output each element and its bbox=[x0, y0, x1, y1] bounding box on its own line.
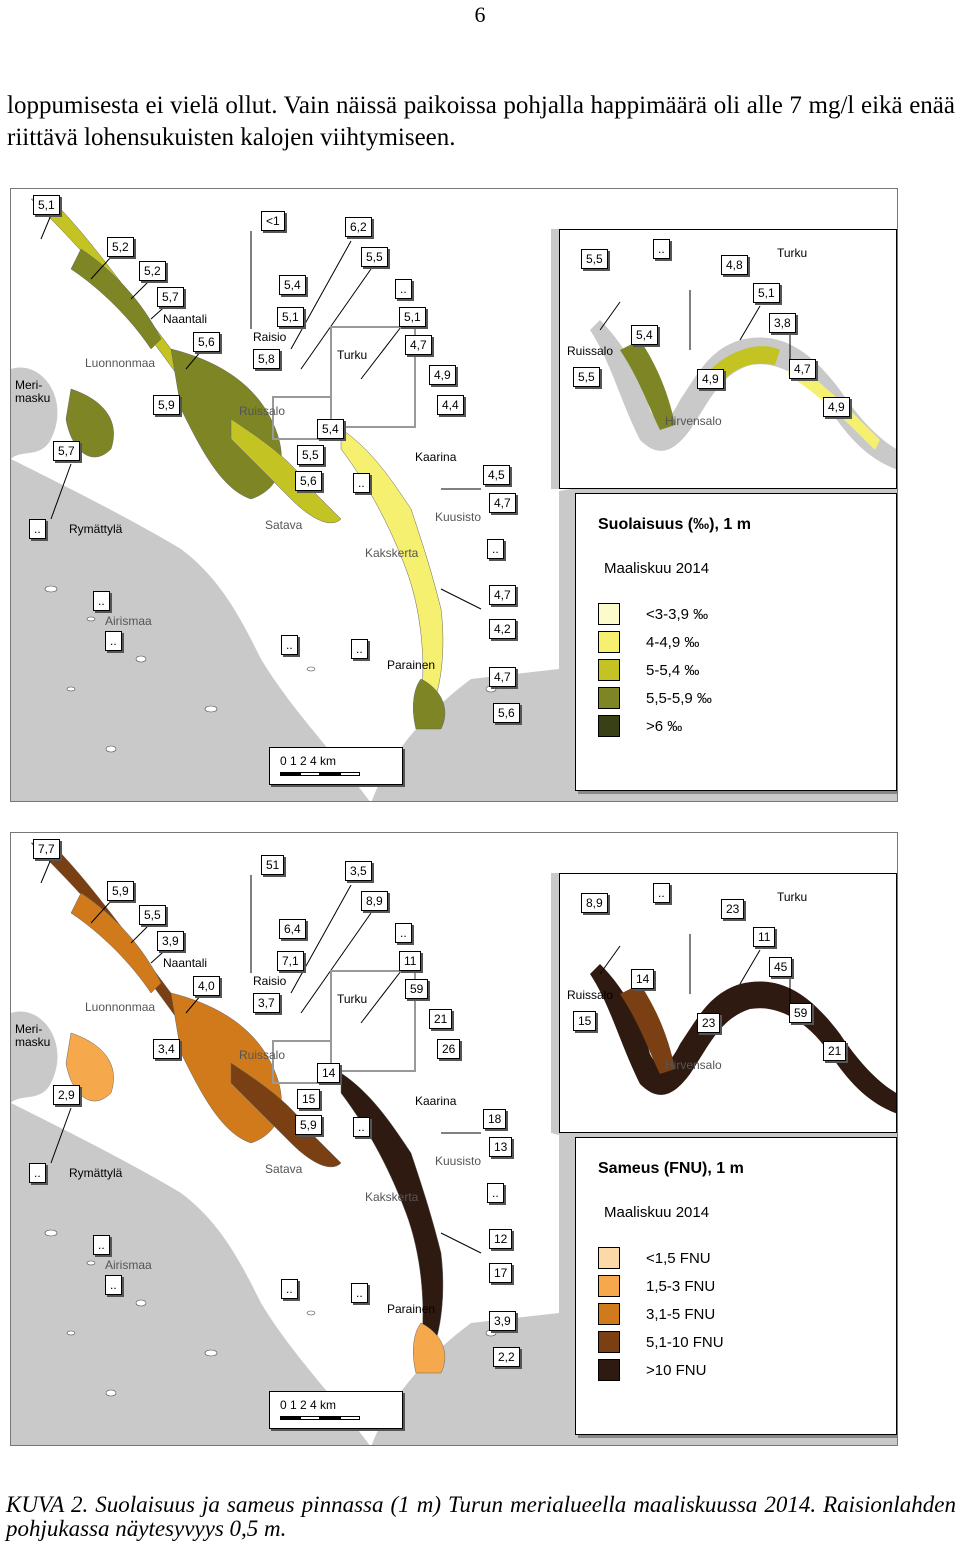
value-label: 3,4 bbox=[153, 1039, 180, 1059]
place-turku: Turku bbox=[337, 348, 368, 362]
legend-item bbox=[598, 1272, 724, 1300]
inset-value-label: 4,9 bbox=[697, 369, 724, 389]
value-label: 14 bbox=[317, 1063, 340, 1083]
legend-label: <1,5 FNU bbox=[646, 1249, 711, 1267]
place-naantali: Naantali bbox=[163, 312, 208, 326]
salinity-legend bbox=[575, 493, 897, 791]
value-label: 4,2 bbox=[489, 619, 516, 639]
value-label: .. bbox=[29, 1163, 46, 1183]
legend-items bbox=[598, 1244, 724, 1384]
inset-value-label: 4,7 bbox=[789, 359, 816, 379]
value-label: 3,9 bbox=[489, 1311, 516, 1331]
legend-label: 5-5,4 ‰ bbox=[646, 661, 700, 679]
legend-item bbox=[598, 712, 712, 740]
value-label: 5,1 bbox=[33, 195, 60, 215]
inset-value-label: 11 bbox=[753, 927, 775, 947]
value-label: 6,4 bbox=[279, 919, 306, 939]
inset-value-label: 8,9 bbox=[581, 893, 608, 913]
value-label: 5,6 bbox=[493, 703, 520, 723]
value-label: 5,5 bbox=[297, 445, 324, 465]
inset-value-label: 21 bbox=[823, 1041, 846, 1061]
inset-value-label: 59 bbox=[789, 1003, 812, 1023]
inset-value-label: 4,8 bbox=[721, 255, 748, 275]
place-kakskerta: Kakskerta bbox=[365, 546, 419, 560]
place-hirvensalo: Hirvensalo bbox=[665, 414, 722, 428]
place-naantali: Naantali bbox=[163, 956, 208, 970]
place-airismaa: Airismaa bbox=[105, 614, 152, 628]
inset-value-label: 5,1 bbox=[753, 283, 780, 303]
place-kaarina: Kaarina bbox=[415, 450, 457, 464]
value-label: 2,9 bbox=[53, 1085, 80, 1105]
legend-item bbox=[598, 656, 712, 684]
legend-label: 5,5-5,9 ‰ bbox=[646, 689, 712, 707]
value-label: .. bbox=[93, 591, 110, 611]
value-label: 5,9 bbox=[107, 881, 134, 901]
legend-swatch bbox=[598, 1303, 620, 1325]
scale-bar-text: 0 1 2 4 km bbox=[280, 1398, 337, 1412]
value-label: .. bbox=[395, 923, 412, 943]
place-luonnonmaa: Luonnonmaa bbox=[85, 356, 156, 370]
value-label: 5,1 bbox=[277, 307, 304, 327]
value-label: 7,1 bbox=[277, 951, 304, 971]
value-label: 2,2 bbox=[493, 1347, 520, 1367]
legend-item bbox=[598, 1328, 724, 1356]
legend-label: >6 ‰ bbox=[646, 717, 683, 735]
inset-value-label: 5,5 bbox=[581, 249, 608, 269]
value-label: 5,4 bbox=[317, 419, 344, 439]
inset-value-label: 3,8 bbox=[769, 313, 796, 333]
value-label: .. bbox=[93, 1235, 110, 1255]
place-ruissalo-inset: Ruissalo bbox=[567, 988, 614, 1002]
value-label: 5,6 bbox=[193, 332, 220, 352]
legend-subtitle: Maaliskuu 2014 bbox=[604, 1204, 710, 1221]
legend-label: >10 FNU bbox=[646, 1361, 707, 1379]
inset-value-label: 15 bbox=[573, 1011, 596, 1031]
place-hirvensalo: Hirvensalo bbox=[665, 1058, 722, 1072]
legend-item bbox=[598, 628, 712, 656]
value-label: 13 bbox=[489, 1137, 512, 1157]
inset-value-label: 23 bbox=[721, 899, 744, 919]
place-airismaa: Airismaa bbox=[105, 1258, 152, 1272]
value-label: 18 bbox=[483, 1109, 506, 1129]
value-label: 5,9 bbox=[295, 1115, 322, 1135]
value-label: .. bbox=[281, 635, 298, 655]
place-merimasku: Meri- masku bbox=[15, 1022, 51, 1049]
place-ruissalo-inset: Ruissalo bbox=[567, 344, 614, 358]
legend-label: 5,1-10 FNU bbox=[646, 1333, 724, 1351]
place-ruissalo: Ruissalo bbox=[239, 1048, 286, 1062]
scale-bar-text: 0 1 2 4 km bbox=[280, 754, 337, 768]
salinity-map bbox=[10, 188, 898, 802]
value-label: 5,6 bbox=[295, 471, 322, 491]
value-label: .. bbox=[353, 473, 370, 493]
legend-label: 4-4,9 ‰ bbox=[646, 633, 700, 651]
scale-bar bbox=[269, 1391, 403, 1429]
legend-item bbox=[598, 1356, 724, 1384]
place-raisio: Raisio bbox=[253, 974, 287, 988]
value-label: 4,5 bbox=[483, 465, 510, 485]
value-label: .. bbox=[105, 631, 122, 651]
inset-value-label: 45 bbox=[769, 957, 792, 977]
legend-title: Sameus (FNU), 1 m bbox=[598, 1160, 744, 1177]
value-label: 5,4 bbox=[279, 275, 306, 295]
legend-swatch bbox=[598, 659, 620, 681]
scale-bar bbox=[269, 747, 403, 785]
value-label: .. bbox=[487, 539, 504, 559]
value-label: 4,7 bbox=[489, 667, 516, 687]
legend-swatch bbox=[598, 1331, 620, 1353]
legend-label: 1,5-3 FNU bbox=[646, 1277, 716, 1295]
place-kuusisto: Kuusisto bbox=[435, 510, 482, 524]
place-kuusisto: Kuusisto bbox=[435, 1154, 482, 1168]
place-satava: Satava bbox=[265, 1162, 303, 1176]
inset-value-label: 23 bbox=[697, 1013, 720, 1033]
legend-swatch bbox=[598, 1275, 620, 1297]
value-label: 8,9 bbox=[361, 891, 388, 911]
legend-swatch bbox=[598, 687, 620, 709]
value-label: 3,7 bbox=[253, 993, 280, 1013]
inset-value-label: .. bbox=[653, 883, 670, 903]
value-label: .. bbox=[281, 1279, 298, 1299]
place-turku-inset: Turku bbox=[777, 246, 808, 260]
value-label: 4,7 bbox=[489, 585, 516, 605]
value-label: 5,5 bbox=[361, 247, 388, 267]
legend-item bbox=[598, 600, 712, 628]
legend-item bbox=[598, 1244, 724, 1272]
value-label: .. bbox=[353, 1117, 370, 1137]
legend-title: Suolaisuus (‰), 1 m bbox=[598, 516, 751, 533]
intro-paragraph: loppumisesta ei vielä ollut. Vain näissä paikoissa pohjalla happimäärä oli alle 7 mg/l eikä enää riittävä lohensukuisten kalojen viihtymiseen. bbox=[7, 92, 955, 151]
legend-item bbox=[598, 1300, 724, 1328]
value-label: .. bbox=[351, 1283, 368, 1303]
value-label: 59 bbox=[405, 979, 428, 999]
place-parainen: Parainen bbox=[387, 1302, 436, 1316]
place-merimasku: Meri- masku bbox=[15, 378, 51, 405]
value-label: 4,4 bbox=[437, 395, 464, 415]
value-label: 6,2 bbox=[345, 217, 372, 237]
value-label: 3,5 bbox=[345, 861, 372, 881]
value-label: 11 bbox=[399, 951, 421, 971]
value-label: .. bbox=[487, 1183, 504, 1203]
value-label: 5,9 bbox=[153, 395, 180, 415]
value-label: 7,7 bbox=[33, 839, 60, 859]
inset-value-label: 5,4 bbox=[631, 325, 658, 345]
place-rymattyla: Rymättylä bbox=[69, 522, 123, 536]
place-parainen: Parainen bbox=[387, 658, 436, 672]
legend-label: <3-3,9 ‰ bbox=[646, 605, 709, 623]
value-label: 5,2 bbox=[139, 261, 166, 281]
value-label: 5,7 bbox=[53, 441, 80, 461]
figure-caption: KUVA 2. Suolaisuus ja sameus pinnassa (1 m) Turun merialueella maaliskuussa 2014. Raisionlahden pohjukassa näytesyvyys 0,5 m. bbox=[6, 1492, 956, 1541]
legend-swatch bbox=[598, 631, 620, 653]
inset-value-label: 5,5 bbox=[573, 367, 600, 387]
place-satava: Satava bbox=[265, 518, 303, 532]
legend-items bbox=[598, 600, 712, 740]
page-number: 6 bbox=[474, 2, 486, 27]
value-label: 21 bbox=[429, 1009, 452, 1029]
value-label: 17 bbox=[489, 1263, 512, 1283]
legend-swatch bbox=[598, 1247, 620, 1269]
turbidity-map bbox=[10, 832, 898, 1446]
place-luonnonmaa: Luonnonmaa bbox=[85, 1000, 156, 1014]
place-turku: Turku bbox=[337, 992, 368, 1006]
value-label: 4,7 bbox=[489, 493, 516, 513]
value-label: 5,5 bbox=[139, 905, 166, 925]
value-label: .. bbox=[105, 1275, 122, 1295]
value-label: 12 bbox=[489, 1229, 512, 1249]
place-rymattyla: Rymättylä bbox=[69, 1166, 123, 1180]
value-label: 15 bbox=[297, 1089, 320, 1109]
place-kakskerta: Kakskerta bbox=[365, 1190, 419, 1204]
place-ruissalo: Ruissalo bbox=[239, 404, 286, 418]
turbidity-legend bbox=[575, 1137, 897, 1435]
legend-label: 3,1-5 FNU bbox=[646, 1305, 716, 1323]
value-label: 4,9 bbox=[429, 365, 456, 385]
value-label: 26 bbox=[437, 1039, 460, 1059]
value-label: 5,8 bbox=[253, 349, 280, 369]
place-raisio: Raisio bbox=[253, 330, 287, 344]
value-label: 5,1 bbox=[399, 307, 426, 327]
value-label: 51 bbox=[261, 855, 284, 875]
inset-value-label: 4,9 bbox=[823, 397, 850, 417]
legend-swatch bbox=[598, 1359, 620, 1381]
inset-value-label: .. bbox=[653, 239, 670, 259]
value-label: 4,7 bbox=[405, 335, 432, 355]
value-label: .. bbox=[395, 279, 412, 299]
place-turku-inset: Turku bbox=[777, 890, 808, 904]
value-label: .. bbox=[351, 639, 368, 659]
legend-swatch bbox=[598, 603, 620, 625]
legend-item bbox=[598, 684, 712, 712]
place-kaarina: Kaarina bbox=[415, 1094, 457, 1108]
value-label: 3,9 bbox=[157, 931, 184, 951]
value-label: 5,7 bbox=[157, 287, 184, 307]
legend-subtitle: Maaliskuu 2014 bbox=[604, 560, 710, 577]
value-label: 4,0 bbox=[193, 976, 220, 996]
value-label: .. bbox=[29, 519, 46, 539]
legend-swatch bbox=[598, 715, 620, 737]
value-label: <1 bbox=[261, 211, 285, 231]
inset-value-label: 14 bbox=[631, 969, 654, 989]
value-label: 5,2 bbox=[107, 237, 134, 257]
